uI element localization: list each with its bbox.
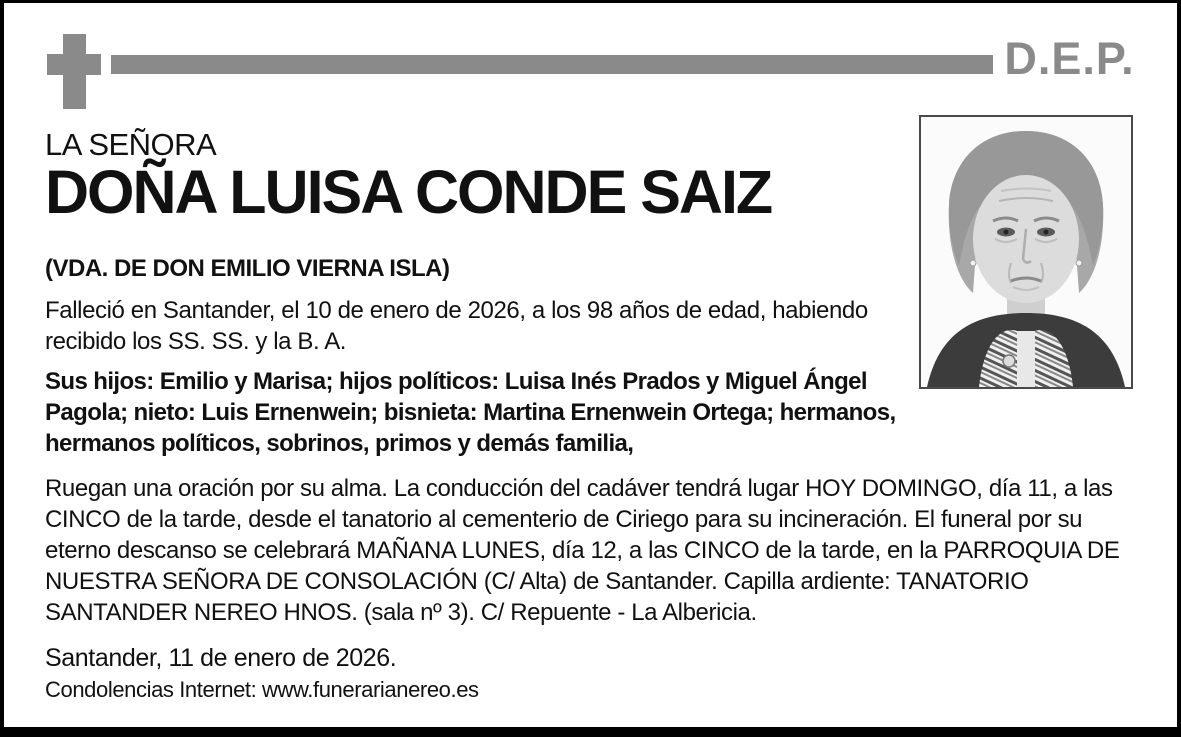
deceased-photo-illustration <box>921 117 1131 387</box>
family-members-line: Sus hijos: Emilio y Marisa; hijos políticos: Luisa Inés Prados y Miguel Ángel Pagola; nieto: Luis Ernenwein; bisnieta: Martina Ernenwein Ortega; hermanos, hermanos políticos, sobrinos, primos y demás familia, <box>45 368 896 457</box>
header-rule <box>111 55 993 74</box>
honorific-line: LA SEÑORA <box>45 127 217 162</box>
death-announcement: Falleció en Santander, el 10 de enero de 2026, a los 98 años de edad, habiendo recibido los SS. SS. y la B. A. <box>45 297 868 355</box>
funeral-details: Ruegan una oración por su alma. La conducción del cadáver tendrá lugar HOY DOMINGO, día 11, a las CINCO de la tarde, desde el tanatorio al cementerio de Ciriego para su incineración. El funeral por su eterno descanso se celebrará MAÑANA LUNES, día 12, a las CINCO de la tarde, en la PARROQUIA DE NUESTRA SEÑORA DE CONSOLACIÓN (C/ Alta) de Santander. Capilla ardiente: TANATORIO SANTANDER NEREO HNOS. (sala nº 3). C/ Repuente - La Albericia. <box>45 475 1120 626</box>
dep-label: D.E.P. <box>1004 33 1135 84</box>
widow-of-line: (VDA. DE DON EMILIO VIERNA ISLA) <box>45 255 450 282</box>
cross-icon-horizontal <box>47 54 101 75</box>
deceased-photo <box>919 115 1133 389</box>
condolences-line: Condolencias Internet: www.funerarianereo.es <box>45 677 479 702</box>
deceased-name: DOÑA LUISA CONDE SAIZ <box>45 158 772 226</box>
bottom-border-bar <box>0 727 1181 737</box>
place-and-date: Santander, 11 de enero de 2026. <box>45 644 397 672</box>
